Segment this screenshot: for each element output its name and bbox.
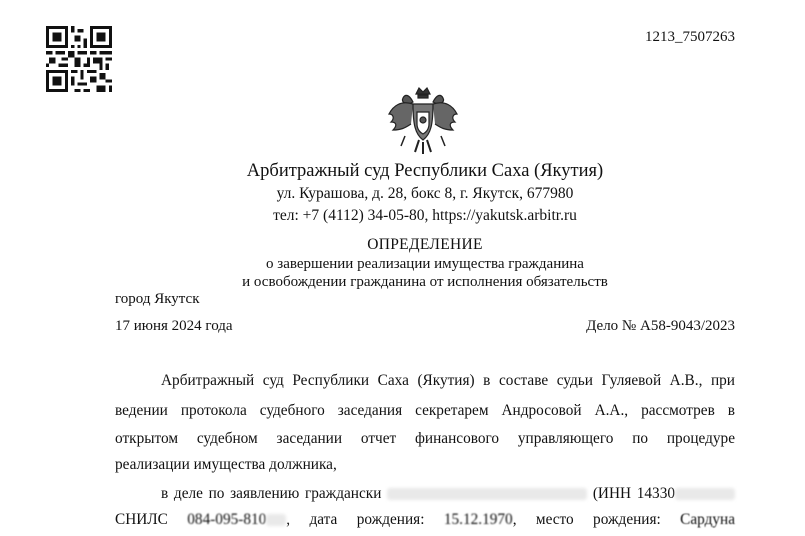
document-id: 1213_7507263 xyxy=(645,29,735,45)
body-line-4: реализации имущества должника, xyxy=(115,456,337,473)
document-subtitle-line1: о завершении реализации имущества гражданина xyxy=(266,256,584,272)
body-line-6 xyxy=(115,511,735,529)
birth-place-value: Сардуна xyxy=(680,511,736,528)
document-date: 17 июня 2024 года xyxy=(115,318,233,334)
document-type: ОПРЕДЕЛЕНИЕ xyxy=(367,236,483,253)
document-subtitle-line2: и освобождении гражданина от исполнения обязательств xyxy=(242,274,608,290)
coat-of-arms-icon xyxy=(383,84,463,156)
body-line-3: открытом судебном заседании отчет финансового управляющего по процедуре xyxy=(115,430,735,447)
birth-date-value: 15.12.1970 xyxy=(443,511,513,528)
body-line-2: ведении протокола судебного заседания секретарем Андросовой А.А., рассмотрев в xyxy=(115,402,735,419)
redacted-inn xyxy=(675,488,735,500)
body-line-5-end: (ИНН 14330 xyxy=(592,485,675,502)
body-line-1: Арбитражный суд Республики Саха (Якутия) в составе судьи Гуляевой А.В., при xyxy=(161,372,735,389)
court-contacts: тел: +7 (4112) 34-05-80, https://yakutsk.arbitr.ru xyxy=(273,207,577,224)
redacted-name xyxy=(387,488,587,500)
snils-value: 084-095-810 xyxy=(187,511,267,528)
redacted-snils xyxy=(266,514,286,526)
body-line-5-start: в деле по заявлению граждански xyxy=(161,485,382,502)
qr-code-icon xyxy=(46,26,112,92)
city: город Якутск xyxy=(115,291,200,307)
court-address: ул. Курашова, д. 28, бокс 8, г. Якутск, 677980 xyxy=(276,185,574,202)
birth-date-label: , дата рождения: xyxy=(286,511,425,528)
case-number: Дело № А58-9043/2023 xyxy=(586,318,735,334)
court-name: Арбитражный суд Республики Саха (Якутия) xyxy=(246,161,604,181)
body-line-5 xyxy=(115,485,735,503)
snils-label: СНИЛС xyxy=(115,511,168,528)
birth-place-label: , место рождения: xyxy=(512,511,661,528)
